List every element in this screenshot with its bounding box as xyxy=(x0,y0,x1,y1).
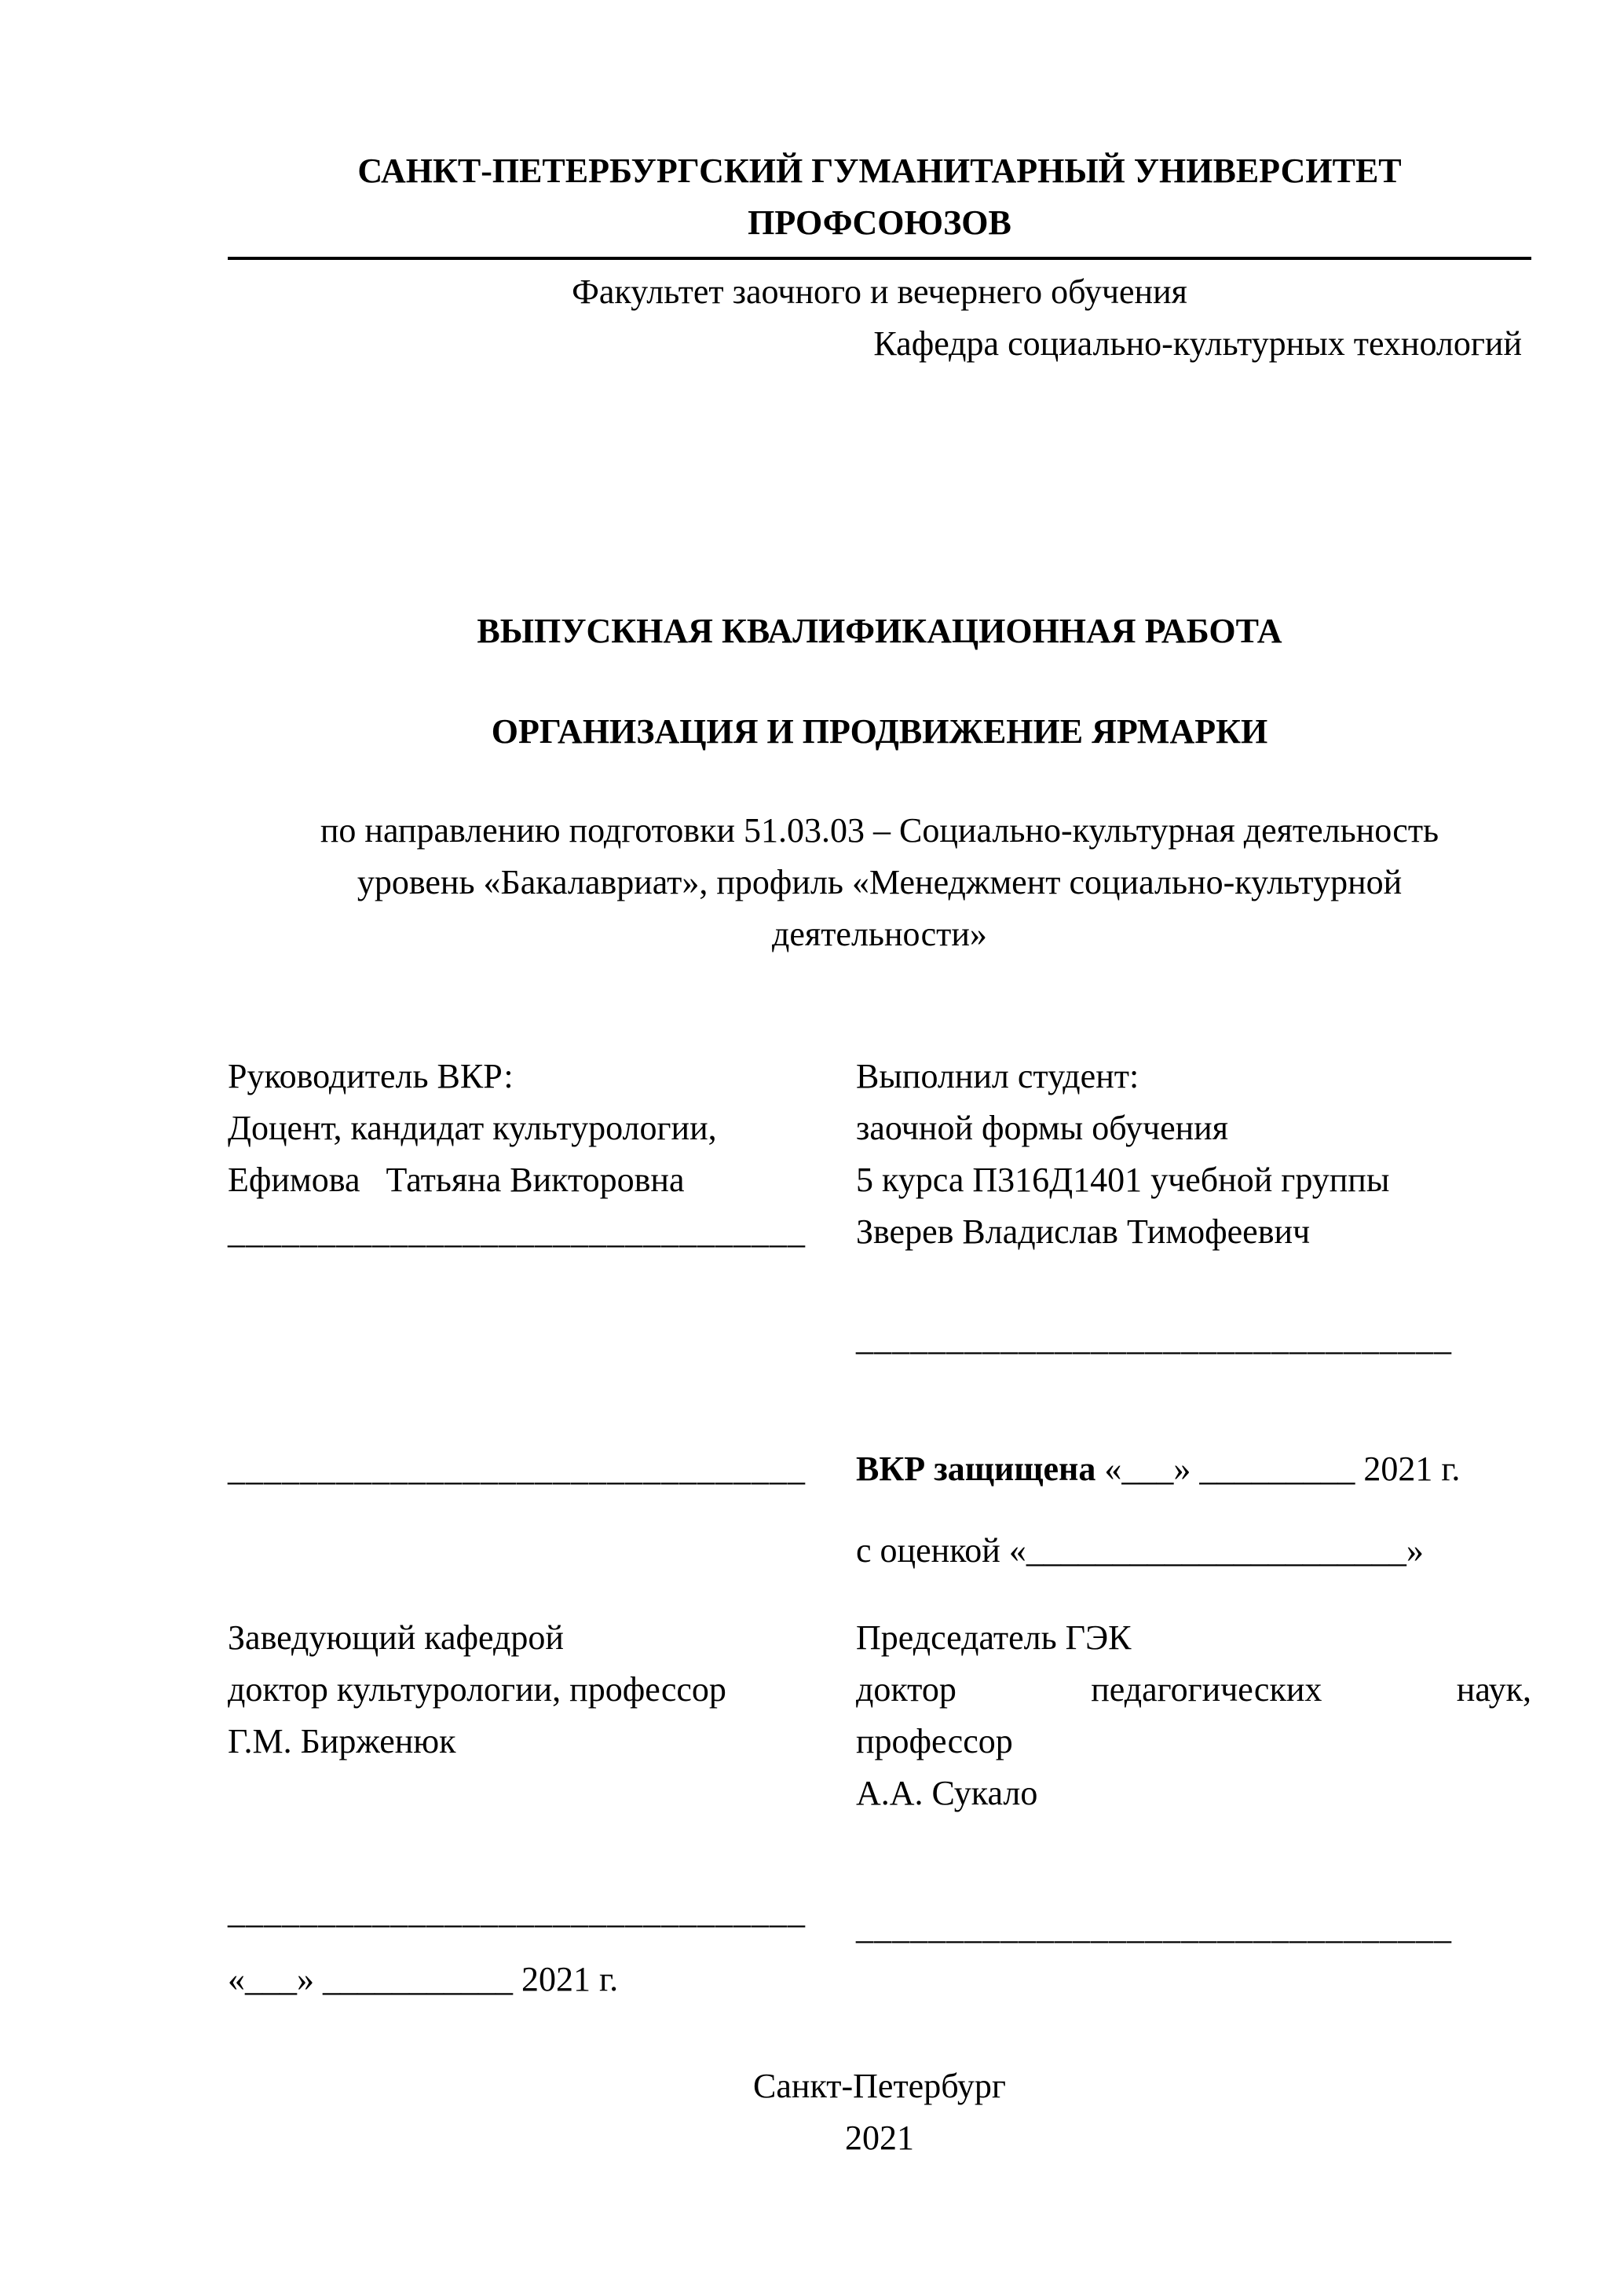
footer-city: Санкт-Петербург xyxy=(753,2067,1006,2105)
supervisor-name: Ефимова Татьяна Викторовна xyxy=(228,1161,685,1199)
program-description xyxy=(228,805,1531,960)
gek-signature-line: _________________________________ xyxy=(856,1908,1452,1947)
gek-chair-degree: доктор педагогических наук, xyxy=(856,1670,1531,1709)
defense-label: ВКР защищена xyxy=(856,1450,1096,1488)
head-date-line: «___» ___________ 2021 г. xyxy=(228,1960,619,1998)
work-type-title: ВЫПУСКНАЯ КВАЛИФИКАЦИОННАЯ РАБОТА xyxy=(477,612,1282,650)
student-group: 5 курса П316Д1401 учебной группы xyxy=(856,1161,1390,1199)
head-signature-column xyxy=(228,1886,825,2005)
defense-column xyxy=(856,1443,1531,1577)
student-signature-line: _________________________________ xyxy=(856,1319,1452,1358)
head-of-department-column xyxy=(228,1612,825,1819)
supervisor-signature-line: ________________________________ xyxy=(228,1212,806,1251)
officials-block xyxy=(228,1612,1531,1819)
supervisor-degree: Доцент, кандидат культурологии, xyxy=(228,1109,717,1147)
program-line-3: деятельности» xyxy=(772,915,987,953)
faculty-name: Факультет заочного и вечернего обучения xyxy=(572,272,1187,311)
gek-chair-title: Председатель ГЭК xyxy=(856,1618,1132,1657)
gek-chair-column xyxy=(856,1612,1531,1819)
defense-grade-line: с оценкой «______________________» xyxy=(856,1531,1424,1570)
university-name: САНКТ-ПЕТЕРБУРГСКИЙ ГУМАНИТАРНЫЙ УНИВЕРСИТЕТ ПРОФСОЮЗОВ xyxy=(228,145,1531,260)
supervisor-label: Руководитель ВКР: xyxy=(228,1057,514,1095)
program-line-2: уровень «Бакалавриат», профиль «Менеджмент социально-культурной xyxy=(357,863,1403,901)
signatures-block xyxy=(228,1886,1531,2005)
head-name: Г.М. Бирженюк xyxy=(228,1722,456,1760)
work-name-title: ОРГАНИЗАЦИЯ И ПРОДВИЖЕНИЕ ЯРМАРКИ xyxy=(491,712,1268,751)
supervisor-sign-column xyxy=(228,1443,825,1577)
department-name: Кафедра социально-культурных технологий xyxy=(873,324,1522,363)
head-signature-line: ________________________________ xyxy=(228,1892,806,1931)
head-title: Заведующий кафедрой xyxy=(228,1618,564,1657)
defense-date-line xyxy=(856,1443,1531,1495)
footer-year: 2021 xyxy=(845,2119,914,2157)
defense-date-part: «___» _________ 2021 г. xyxy=(1104,1450,1461,1488)
head-degree: доктор культурологии, профессор xyxy=(228,1670,726,1709)
supervisor-column xyxy=(228,1051,825,1365)
program-line-1: по направлению подготовки 51.03.03 – Социально-культурная деятельность xyxy=(320,811,1439,850)
student-column xyxy=(856,1051,1531,1365)
gek-chair-rank: профессор xyxy=(856,1722,1013,1760)
supervisor-student-block xyxy=(228,1051,1531,1365)
student-name: Зверев Владислав Тимофеевич xyxy=(856,1212,1311,1251)
student-study-form: заочной формы обучения xyxy=(856,1109,1228,1147)
gek-chair-name: А.А. Сукало xyxy=(856,1774,1038,1812)
gek-signature-column xyxy=(856,1886,1531,2005)
footer xyxy=(228,2060,1531,2164)
supervisor-second-signature-line: ________________________________ xyxy=(228,1450,806,1488)
student-label: Выполнил студент: xyxy=(856,1057,1139,1095)
defense-block xyxy=(228,1443,1531,1577)
